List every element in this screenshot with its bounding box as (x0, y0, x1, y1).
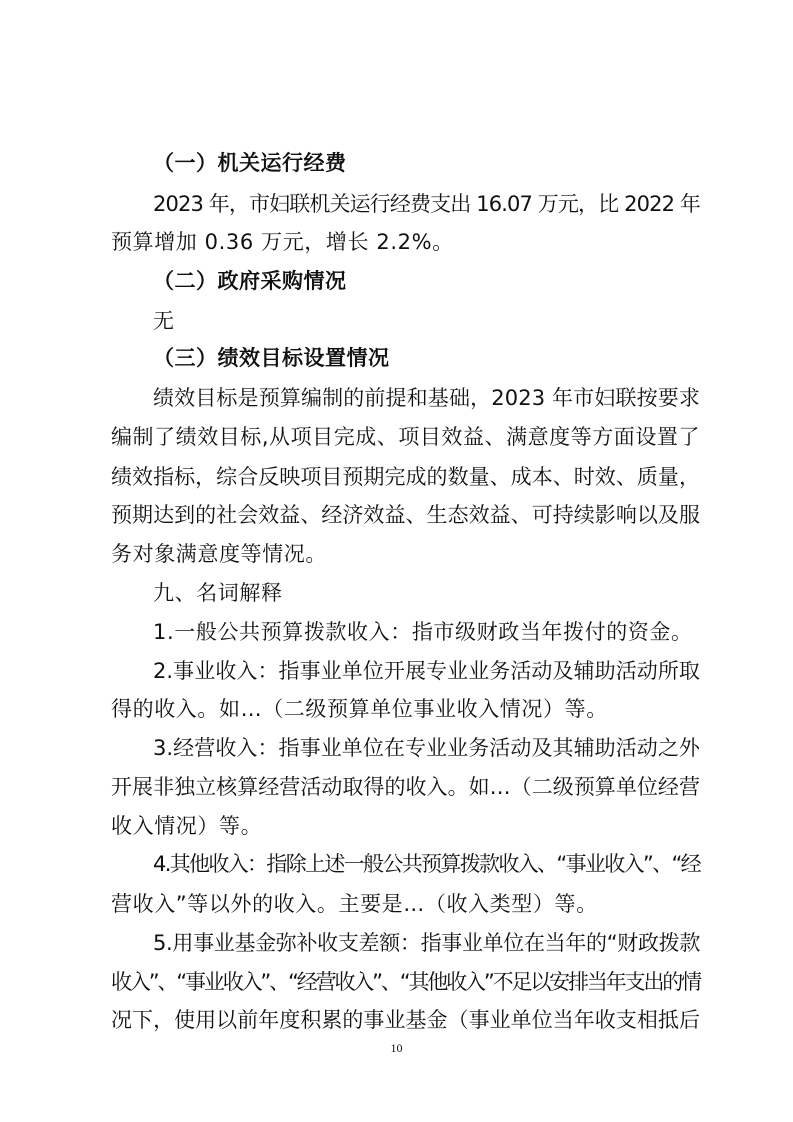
section-heading-glossary: 九、名词解释 (153, 581, 283, 605)
glossary-item-line: 1.一般公共预算拨款收入：指市级财政当年拨付的资金。 (153, 620, 693, 644)
glossary-item-line: 收入情况）等。 (111, 814, 263, 838)
glossary-item-line: 5.用事业基金弥补收支差额：指事业单位在当年的“财政拨款 (153, 931, 700, 955)
glossary-item-line: 开展非独立核算经营活动取得的收入。如…（二级预算单位经营 (111, 775, 700, 799)
glossary-item-line: 2.事业收入：指事业单位开展专业业务活动及辅助活动所取 (153, 659, 700, 683)
section-heading-government-procurement: （二）政府采购情况 (153, 269, 347, 293)
paragraph-line: 绩效指标，综合反映项目预期完成的数量、成本、时效、质量， (111, 465, 700, 489)
page-number: 10 (390, 1041, 403, 1055)
paragraph-line: 编制了绩效目标,从项目完成、项目效益、满意度等方面设置了 (111, 425, 700, 449)
paragraph-line: 务对象满意度等情况。 (111, 542, 327, 566)
section-heading-performance-targets: （三）绩效目标设置情况 (153, 346, 390, 370)
glossary-item-line: 3.经营收入：指事业单位在专业业务活动及其辅助活动之外 (153, 736, 700, 760)
section-heading-operating-expenses: （一）机关运行经费 (153, 151, 347, 175)
paragraph-line: 绩效目标是预算编制的前提和基础，2023 年市妇联按要求 (153, 386, 700, 410)
paragraph-line: 预期达到的社会效益、经济效益、生态效益、可持续影响以及服 (111, 503, 700, 527)
paragraph-line: 预算增加 0.36 万元，增长 2.2%。 (111, 230, 454, 254)
paragraph-line: 2023 年，市妇联机关运行经费支出 16.07 万元，比 2022 年 (153, 192, 700, 216)
glossary-item-line: 营收入”等以外的收入。主要是…（收入类型）等。 (111, 892, 598, 916)
glossary-item-line: 4.其他收入：指除上述一般公共预算拨款收入、“事业收入”、“经 (153, 852, 700, 876)
glossary-item-line: 得的收入。如…（二级预算单位事业收入情况）等。 (111, 697, 608, 721)
glossary-item-line: 况下，使用以前年度积累的事业基金（事业单位当年收支相抵后 (111, 1008, 700, 1032)
glossary-item-line: 收入”、“事业收入”、“经营收入”、“其他收入”不足以安排当年支出的情 (111, 970, 700, 994)
paragraph-line: 无 (153, 309, 175, 333)
